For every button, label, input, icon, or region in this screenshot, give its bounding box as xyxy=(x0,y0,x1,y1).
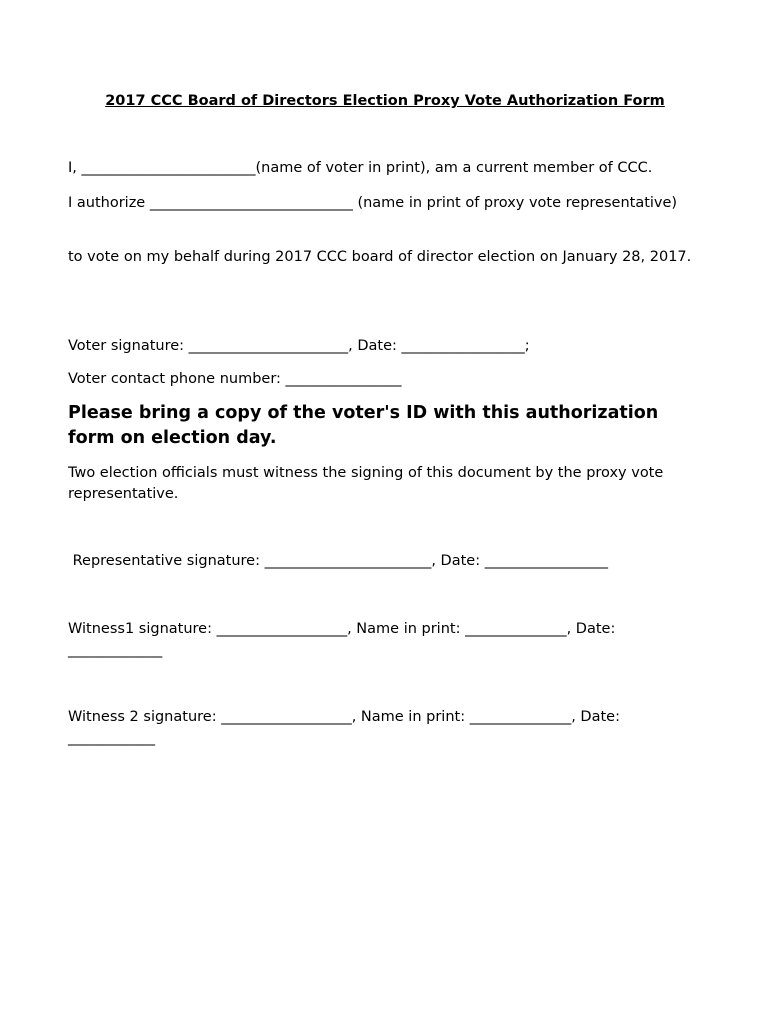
voter-id-notice: Please bring a copy of the voter's ID with this authorization form on election day. xyxy=(68,403,659,448)
witness2-signature-line: Witness 2 signature: __________________, Name in print: ______________, Date: ____________ xyxy=(68,709,620,746)
voter-name-line: I, ________________________(name of voter in print), am a current member of CCC. xyxy=(68,160,653,176)
witness1-signature-line: Witness1 signature: __________________, Name in print: ______________, Date: _____________ xyxy=(68,621,616,658)
voter-phone-line: Voter contact phone number: ________________ xyxy=(68,371,402,387)
authorize-line: I authorize ____________________________ (name in print of proxy vote representative) xyxy=(68,195,678,211)
representative-signature-line: Representative signature: _______________________, Date: _________________ xyxy=(68,553,608,569)
witness-notice: Two election officials must witness the signing of this document by the proxy vote representative. xyxy=(68,465,664,502)
vote-behalf-line: to vote on my behalf during 2017 CCC board of director election on January 28, 2017. xyxy=(68,249,692,265)
voter-signature-line: Voter signature: ______________________, Date: _________________; xyxy=(68,338,530,354)
form-title: 2017 CCC Board of Directors Election Proxy Vote Authorization Form xyxy=(105,93,665,109)
